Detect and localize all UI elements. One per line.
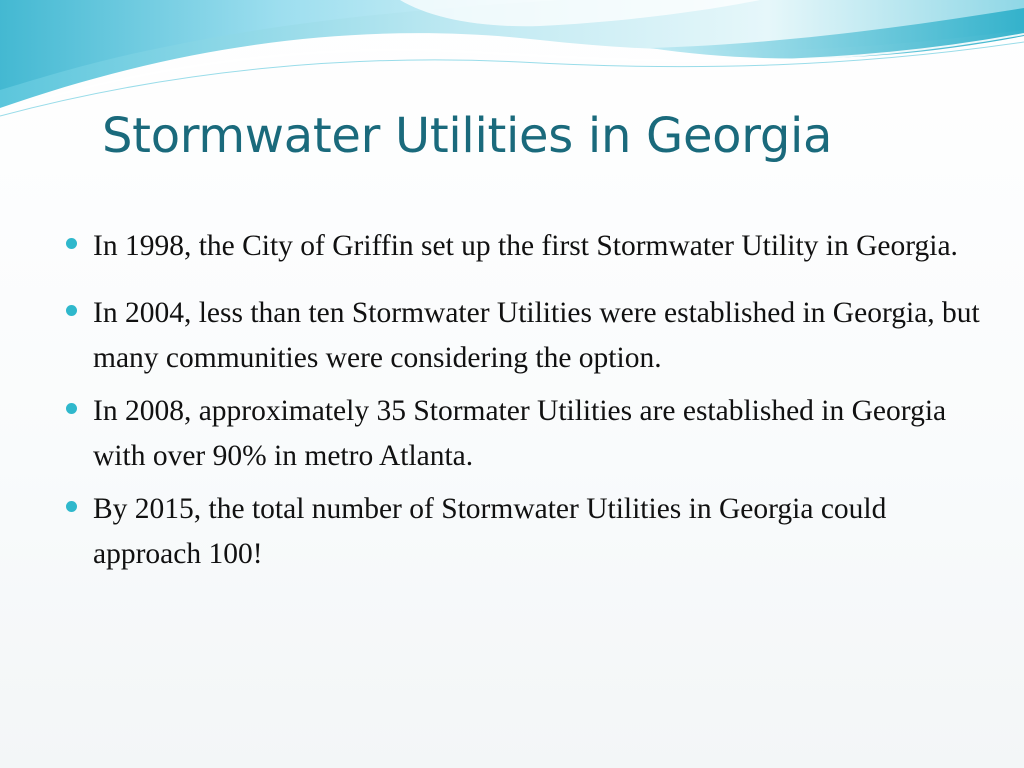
bullet-dot-icon: [66, 501, 77, 512]
bullet-dot-icon: [66, 238, 77, 249]
bullet-item: [66, 224, 986, 269]
bullet-text: In 2004, less than ten Stormwater Utilities were established in Georgia, but many communities were considering the option.: [93, 297, 980, 374]
bullet-list: [66, 224, 986, 577]
bullet-item: [66, 487, 986, 577]
bullet-item: [66, 389, 986, 479]
bullet-dot-icon: [66, 403, 77, 414]
bullet-text: By 2015, the total number of Stormwater Utilities in Georgia could approach 100!: [93, 493, 887, 570]
slide-title: Stormwater Utilities in Georgia: [102, 108, 833, 164]
bullet-text: In 2008, approximately 35 Stormater Utilities are established in Georgia with over 90% in metro Atlanta.: [93, 395, 947, 472]
bullet-dot-icon: [66, 305, 77, 316]
bullet-text: In 1998, the City of Griffin set up the first Stormwater Utility in Georgia.: [93, 230, 958, 262]
bullet-item: [66, 291, 986, 381]
